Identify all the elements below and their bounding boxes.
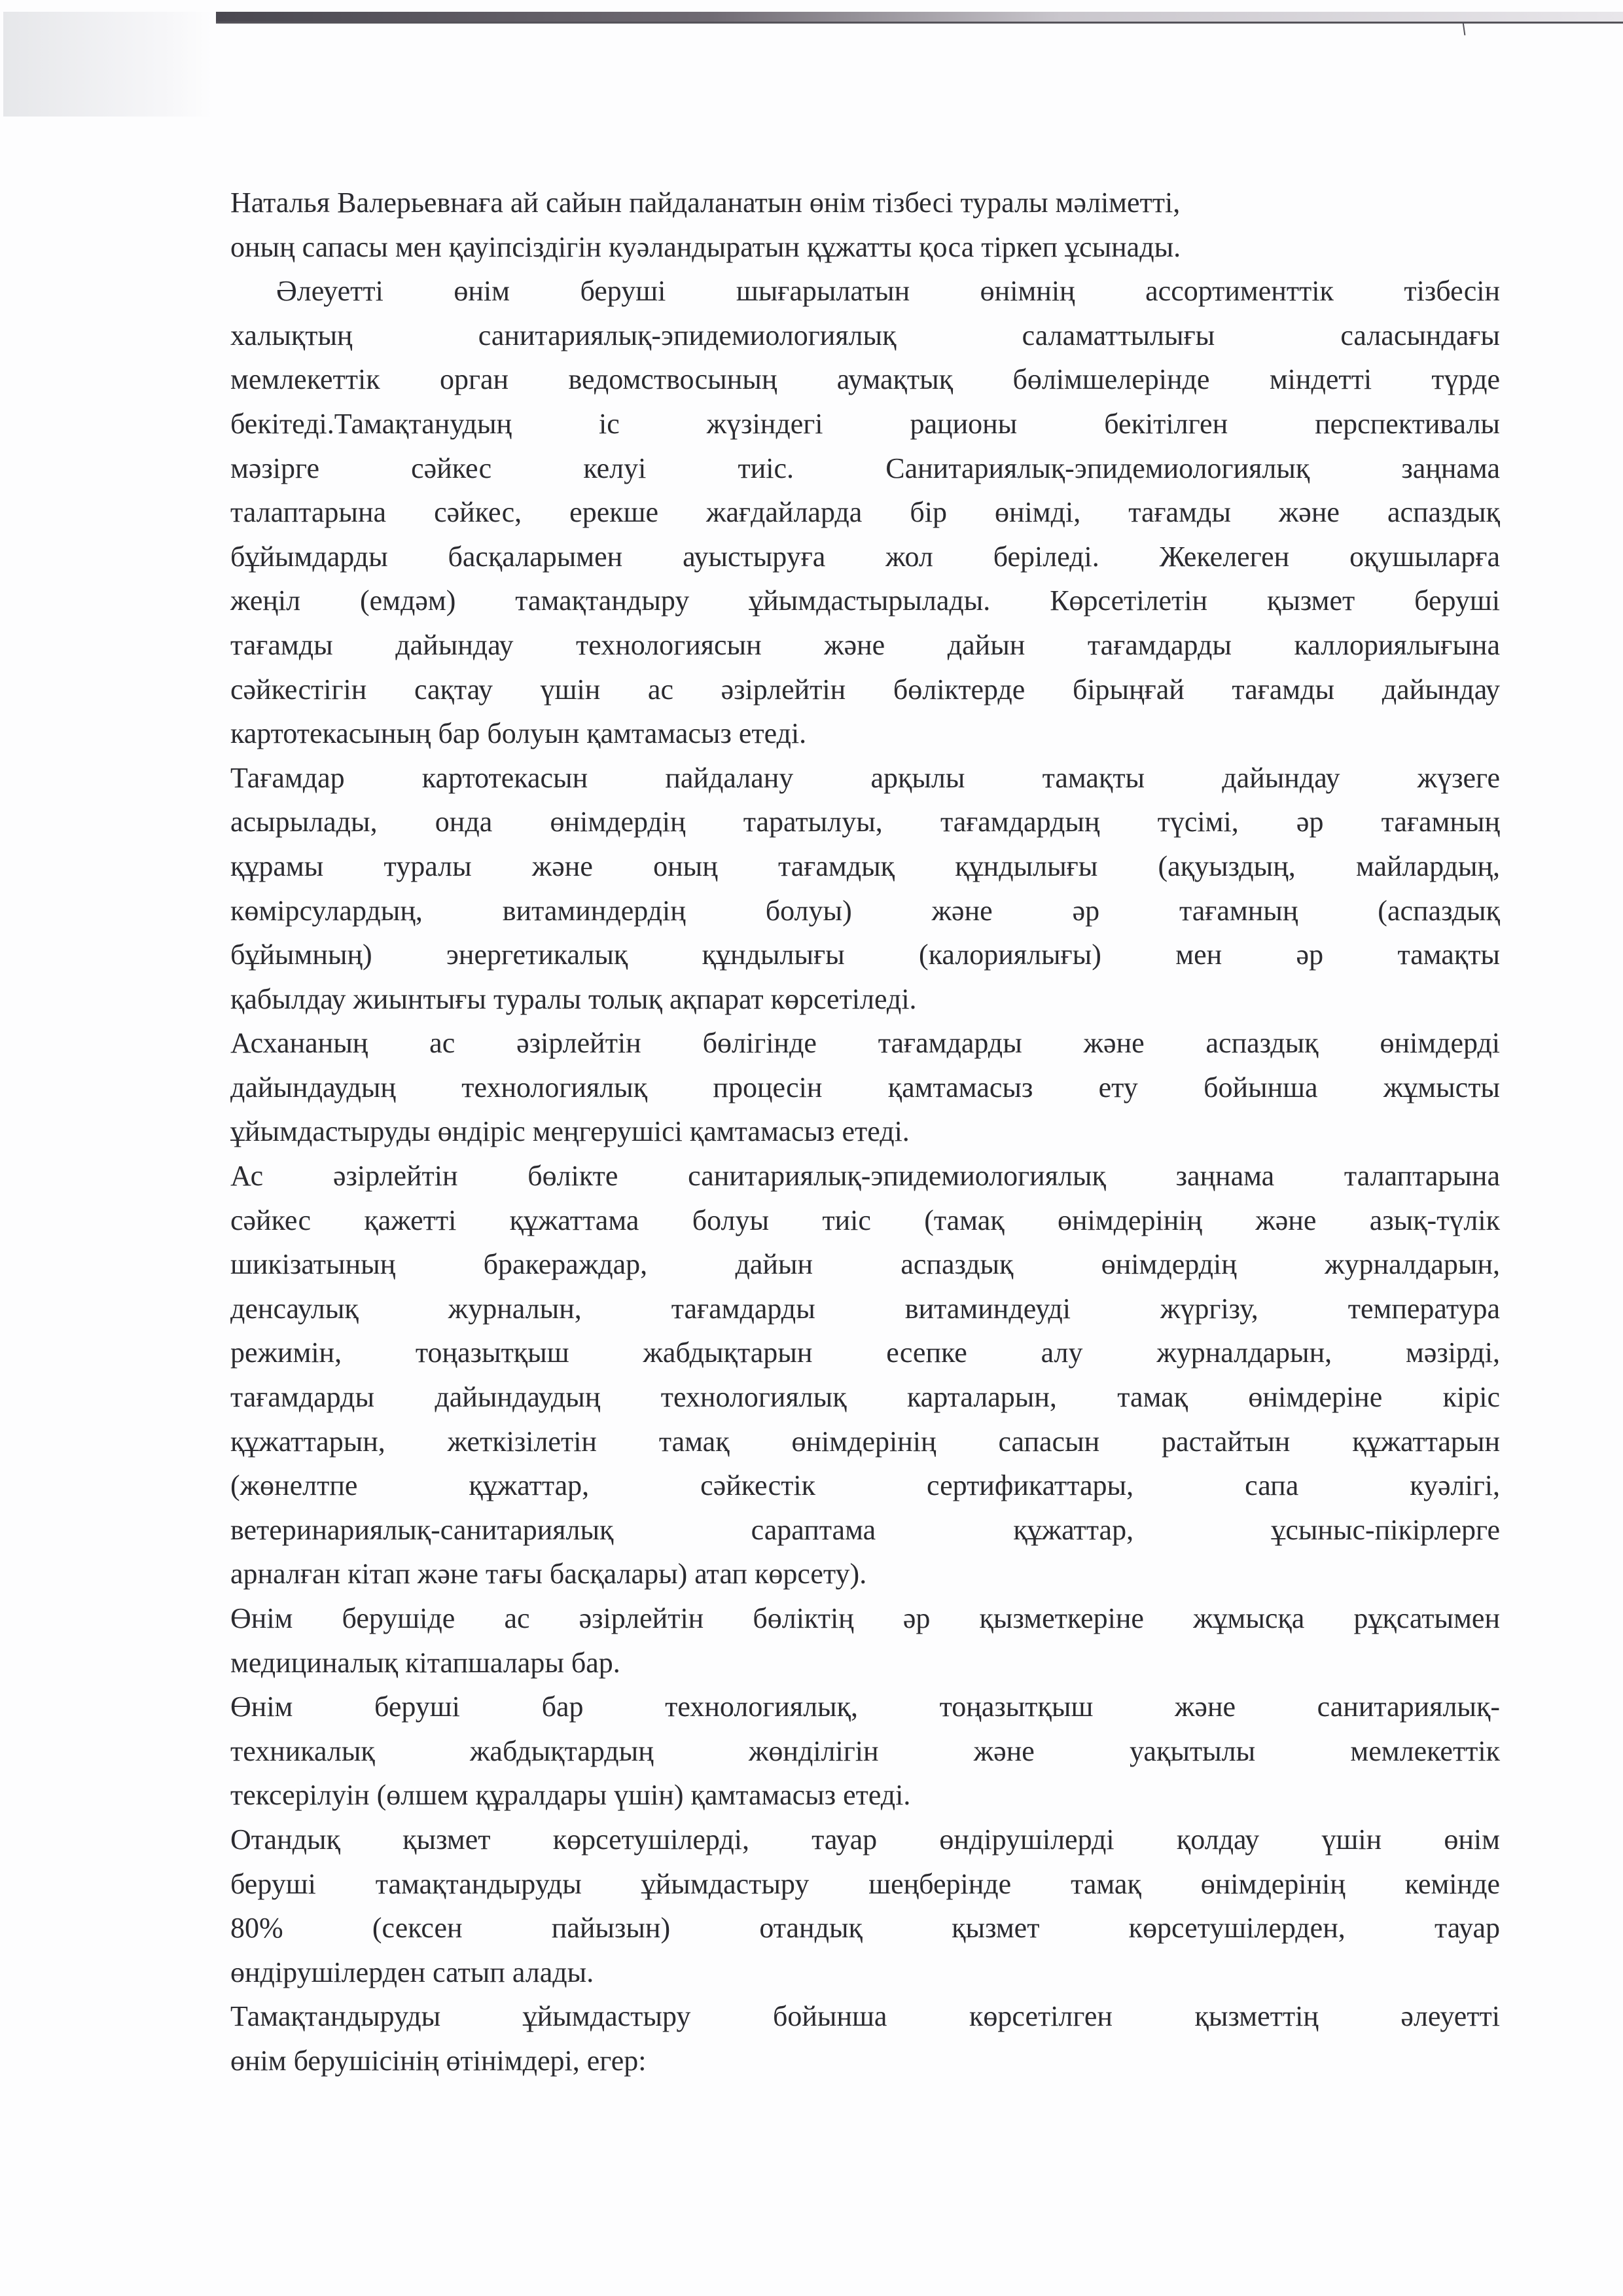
text-line: (жөнелтпе құжаттар, сәйкестік сертификаттары, сапа куәлігі, xyxy=(230,1469,1500,1502)
text-line: өнім берушісінің өтінімдері, егер: xyxy=(230,2044,647,2077)
text-line: бұйымның) энергетикалық құндылығы (калориялығы) мен әр тамақты xyxy=(230,939,1500,971)
paragraph-2 xyxy=(230,269,1500,756)
paragraph-3 xyxy=(230,756,1500,1022)
text-line: дайындаудың технологиялық процесін қамтамасыз ету бойынша жұмысты xyxy=(230,1071,1500,1103)
text-line: халықтың санитариялық-эпидемиологиялық саламаттылығы саласындағы xyxy=(230,319,1500,351)
text-line: Асхананың ас әзірлейтін бөлігінде тағамдарды және аспаздық өнімдерді xyxy=(230,1027,1500,1060)
text-line: мәзірге сәйкес келуі тиіс. Санитариялық-эпидемиологиялық заңнама xyxy=(230,452,1500,484)
paragraph-8 xyxy=(230,1818,1500,1994)
text-line: Ас әзірлейтін бөлікте санитариялық-эпидемиологиялық заңнама талаптарына xyxy=(230,1160,1500,1193)
text-line: Тамақтандыруды ұйымдастыру бойынша көрсетілген қызметтің әлеуетті xyxy=(230,2000,1500,2033)
text-line: арналған кітап және тағы басқалары) атап көрсету). xyxy=(230,1558,867,1590)
text-line: жеңіл (емдәм) тамақтандыру ұйымдастырылады. Көрсетілетін қызмет беруші xyxy=(230,584,1500,617)
text-line: құжаттарын, жеткізілетін тамақ өнімдерінің сапасын растайтын құжаттарын xyxy=(230,1425,1500,1458)
text-line: көмірсулардың, витаминдердің болуы) және әр тағамның (аспаздық xyxy=(230,894,1500,927)
paragraph-4 xyxy=(230,1021,1500,1154)
text-line: Өнім берушіде ас әзірлейтін бөліктің әр қызметкеріне жұмысқа рұқсатымен xyxy=(230,1602,1500,1634)
text-line: оның сапасы мен қауіпсіздігін куәландыратын құжатты қоса тіркеп ұсынады. xyxy=(230,230,1181,263)
scanner-edge-line xyxy=(216,22,1623,24)
text-line: Отандық қызмет көрсетушілерді, тауар өндірушілерді қолдау үшін өнім xyxy=(230,1823,1500,1856)
text-line: сәйкес қажетті құжаттама болуы тиіс (тамақ өнімдерінің және азық-түлік xyxy=(230,1204,1500,1236)
paragraph-1 xyxy=(230,181,1500,269)
text-line: тексерілуін (өлшем құралдары үшін) қамтамасыз етеді. xyxy=(230,1779,911,1812)
text-line: Әлеуетті өнім беруші шығарылатын өнімнің ассортименттік тізбесін xyxy=(276,275,1500,308)
paragraph-5 xyxy=(230,1154,1500,1596)
text-line: техникалық жабдықтардың жөнділігін және уақытылы мемлекеттік xyxy=(230,1734,1500,1767)
paragraph-7 xyxy=(230,1685,1500,1818)
text-line: ветеринариялық-санитариялық сараптама құжаттар, ұсыныс-пікірлерге xyxy=(230,1513,1500,1546)
text-line: бекітеді.Тамақтанудың іс жүзіндегі рационы бекітілген перспективалы xyxy=(230,407,1500,440)
text-line: сәйкестігін сақтау үшін ас әзірлейтін бөліктерде бірыңғай тағамды дайындау xyxy=(230,673,1500,706)
paragraph-9 xyxy=(230,1994,1500,2083)
document-body xyxy=(230,181,1500,2083)
text-line: бұйымдарды басқаларымен ауыстыруға жол беріледі. Жекелеген оқушыларға xyxy=(230,540,1500,573)
text-line: құрамы туралы және оның тағамдық құндылығы (ақуыздың, майлардың, xyxy=(230,850,1500,882)
text-line: 80% (сексен пайызын) отандық қызмет көрсетушілерден, тауар xyxy=(230,1912,1500,1945)
text-line: өндірушілерден сатып алады. xyxy=(230,1956,594,1988)
text-line: мемлекеттік орган ведомствосының аумақтық бөлімшелерінде міндетті түрде xyxy=(230,363,1500,396)
text-line: талаптарына сәйкес, ерекше жағдайларда бір өнімді, тағамды және аспаздық xyxy=(230,496,1500,529)
text-line: режимін, тоңазытқыш жабдықтарын есепке алу журналдарын, мәзірді, xyxy=(230,1336,1500,1369)
text-line: Өнім беруші бар технологиялық, тоңазытқыш және санитариялық- xyxy=(230,1691,1500,1723)
scanner-top-edge xyxy=(216,12,1623,22)
text-line: Тағамдар картотекасын пайдалану арқылы тамақты дайындау жүзеге xyxy=(230,761,1500,794)
text-line: шикізатының бракераждар, дайын аспаздық өнімдердің журналдарын, xyxy=(230,1248,1500,1281)
text-line: тағамды дайындау технологиясын және дайын тағамдарды каллориялығына xyxy=(230,628,1500,661)
text-line: беруші тамақтандыруды ұйымдастыру шеңберінде тамақ өнімдерінің кемінде xyxy=(230,1867,1500,1900)
text-line: денсаулық журналын, тағамдарды витаминдеуді жүргізу, температура xyxy=(230,1292,1500,1325)
text-line: асырылады, онда өнімдердің таратылуы, тағамдардың түсімі, әр тағамның xyxy=(230,806,1500,838)
text-line: Наталья Валерьевнаға ай сайын пайдаланатын өнім тізбесі туралы мәліметті, xyxy=(230,187,1181,219)
scan-shadow xyxy=(3,12,213,117)
text-line: медициналық кітапшалары бар. xyxy=(230,1646,620,1679)
text-line: қабылдау жиынтығы туралы толық ақпарат көрсетіледі. xyxy=(230,982,917,1015)
text-line: картотекасының бар болуын қамтамасыз етеді. xyxy=(230,717,807,750)
text-line: ұйымдастыруды өндіріс меңгерушісі қамтамасыз етеді. xyxy=(230,1115,910,1148)
text-line: тағамдарды дайындаудың технологиялық карталарын, тамақ өнімдеріне кіріс xyxy=(230,1381,1500,1414)
scan-mark xyxy=(1463,22,1466,35)
paragraph-6 xyxy=(230,1596,1500,1685)
